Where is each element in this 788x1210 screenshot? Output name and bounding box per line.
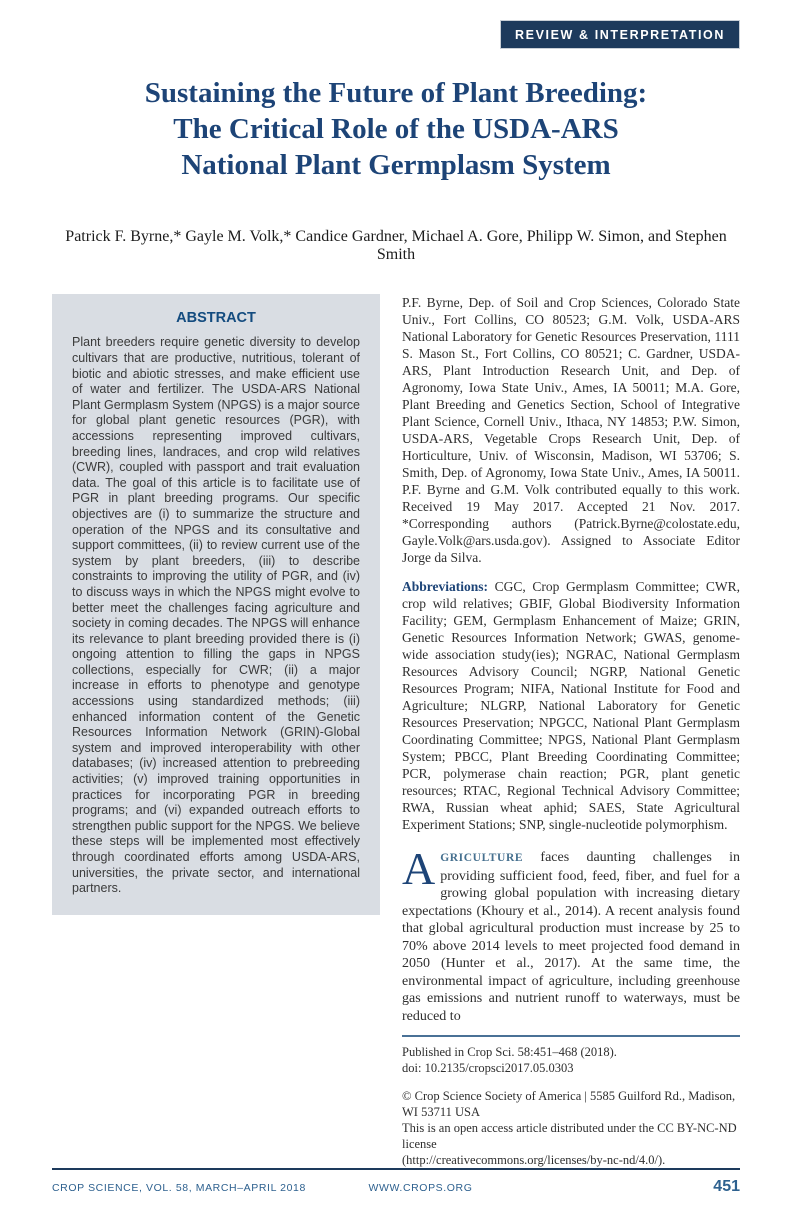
- published-divider: [402, 1035, 740, 1037]
- dropcap-letter: A: [402, 843, 436, 895]
- footer-journal-info: CROP SCIENCE, VOL. 58, MARCH–APRIL 2018: [52, 1182, 306, 1195]
- introduction-paragraph: [402, 843, 740, 1025]
- two-column-body: [52, 294, 740, 1168]
- abbreviations-paragraph: [402, 578, 740, 833]
- article-title-line-3: National Plant Germplasm System: [181, 149, 611, 181]
- page-footer: [52, 1168, 740, 1196]
- abstract-text: Plant breeders require genetic diversity to develop cultivars that are productive, nutritious, tolerant of biotic and abiotic stresses, and make efficient use of water and fertilizer. The USDA-ARS National Plant Germplasm System (NPGS) is a major source for global plant genetic resources (PGR), with accessions representing improved cultivars, breeding lines, landraces, and crop wild relatives (CWR), coupled with passport and trait evaluation data. The goal of this article is to facilitate use of PGR in plant breeding programs. Our specific objectives are (i) to summarize the structure and operation of the NPGS and its consultative and support committees, (ii) to review current use of the system by plant breeders, (iii) to describe constraints to improving the utility of PGR, and (iv) to discuss ways in which the NPGS might evolve to better meet the challenges facing agriculture and society in coming decades. The NPGS will enhance its relevance to plant breeding provided there is (i) ongoing attention to filling the gaps in NPGS collections, especially for CWR; (ii) a major increase in efforts to phenotype and genotype accessions using standardized methods; (iii) enhanced information content of the Genetic Resources Information Network (GRIN)-Global system and improved interoperability with other databases; (iv) increased attention to prebreeding activities; (v) improved training opportunities in practices for incorporating PGR in breeding programs; and (vi) expanded outreach efforts to strengthen public support for the NPGS. We believe these steps will be implemented most effectively through coordinated efforts among USDA-ARS, universities, the private sector, and international partners.: [72, 335, 360, 896]
- license-url-line: (http://creativecommons.org/licenses/by-nc-nd/4.0/).: [402, 1153, 666, 1168]
- review-interpretation-badge: REVIEW & INTERPRETATION: [500, 20, 740, 49]
- footer-rule: [52, 1168, 740, 1170]
- affiliations-paragraph: P.F. Byrne, Dep. of Soil and Crop Sciences, Colorado State Univ., Fort Collins, CO 80523; G.M. Volk, USDA-ARS National Laboratory for Genetic Resources Preservation, 1111 S. Mason St., Fort Collins, CO 80521; C. Gardner, USDA-ARS, Plant Introduction Research Unit, and Dep. of Agronomy, Iowa State Univ., Ames, IA 50011; M.A. Gore, Plant Breeding and Genetics Section, School of Integrative Plant Science, Cornell Univ., Ithaca, NY 14853; P.W. Simon, USDA-ARS, Vegetable Crops Research Unit, Dep. of Horticulture, Univ. of Wisconsin, Madison, WI 53706; S. Smith, Dep. of Agronomy, Iowa State Univ., Ames, IA 50011. P.F. Byrne and G.M. Volk contributed equally to this work. Received 19 May 2017. Accepted 21 Nov. 2017. *Corresponding authors (Patrick.Byrne@colostate.edu, Gayle.Volk@ars.usda.gov). Assigned to Associate Editor Jorge da Silva.: [402, 295, 740, 566]
- published-citation: Published in Crop Sci. 58:451–468 (2018).: [402, 1045, 617, 1060]
- footer-page-number: 451: [713, 1178, 740, 1196]
- authors-line: Patrick F. Byrne,* Gayle M. Volk,* Candice Gardner, Michael A. Gore, Philipp W. Simon, and Stephen Smith: [65, 228, 727, 264]
- open-access-line: This is an open access article distributed under the CC BY-NC-ND license: [402, 1121, 737, 1152]
- article-title: [52, 75, 740, 183]
- published-block: [402, 1044, 740, 1076]
- footer-website: WWW.CROPS.ORG: [368, 1182, 473, 1195]
- intro-smallcaps-word: GRICULTURE: [440, 852, 524, 865]
- footer-bar: [52, 1178, 740, 1196]
- copyright-block: [402, 1088, 740, 1168]
- abstract-panel: [52, 294, 380, 914]
- abbreviations-text: CGC, Crop Germplasm Committee; CWR, crop wild relatives; GBIF, Global Biodiversity Information Facility; GEM, Germplasm Enhancement of Maize; GRIN, Genetic Resources Information Network; GWAS, genome-wide association study(ies); NGRAC, National Germplasm Resources Advisory Council; NGRP, National Genetic Resources Program; NIFA, National Institute for Food and Agriculture; NLGRP, National Laboratory for Genetic Resources Preservation; NPGCC, National Plant Germplasm Coordinating Committee; NPGS, National Plant Germplasm System; PBCC, Plant Breeding Coordinating Committee; PCR, polymerase chain reaction; PGR, plant genetic resources; RTAC, Regional Technical Advisory Committee; RWA, Russian wheat aphid; SAES, State Agricultural Experiment Stations; SNP, single-nucleotide polymorphism.: [402, 579, 740, 833]
- article-title-line-1: Sustaining the Future of Plant Breeding:: [144, 77, 648, 109]
- doi-line: doi: 10.2135/cropsci2017.05.0303: [402, 1061, 574, 1076]
- abstract-heading: ABSTRACT: [176, 310, 256, 327]
- article-title-line-2: The Critical Role of the USDA-ARS: [173, 113, 619, 145]
- right-column: [402, 294, 740, 1168]
- abbreviations-label: Abbreviations:: [402, 579, 489, 595]
- badge-row: [52, 20, 740, 49]
- copyright-society-line: © Crop Science Society of America | 5585 Guilford Rd., Madison, WI 53711 USA: [402, 1089, 736, 1120]
- intro-text: faces daunting challenges in providing sufficient food, feed, fiber, and fuel for a growing global population with increasing dietary expectations (Khoury et al., 2014). A recent analysis found that global agricultural production must increase by 25 to 70% above 2014 levels to meet projected food demand in 2050 (Hunter et al., 2017). At the same time, the environmental impact of agriculture, including greenhouse gas emissions and nutrient runoff to waterways, must be reduced to: [402, 850, 740, 1024]
- left-column: [52, 294, 380, 1168]
